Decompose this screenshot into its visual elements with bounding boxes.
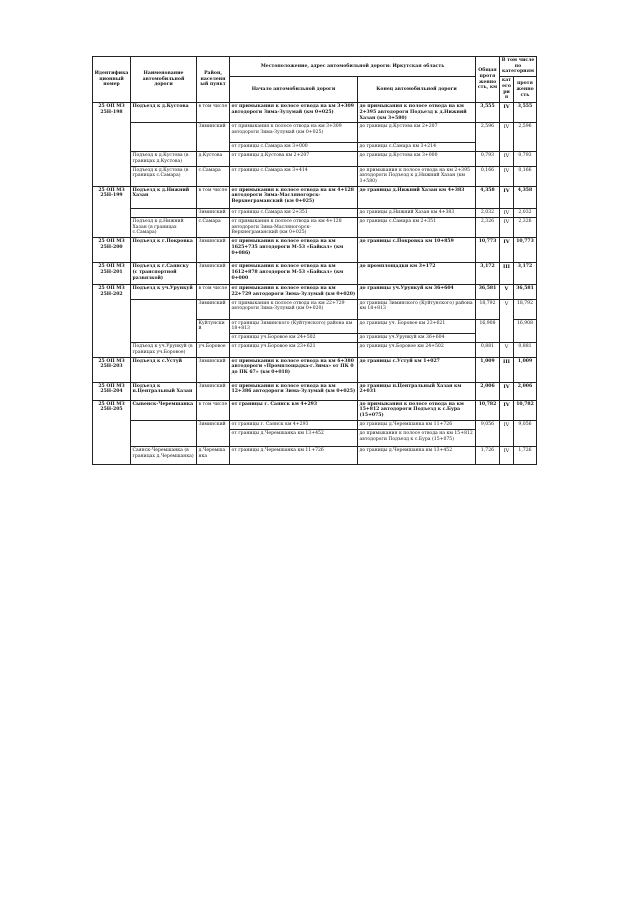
road-start: от границы с.Самара км 3+000 bbox=[230, 143, 358, 152]
district: в том числе bbox=[197, 400, 230, 420]
category: IV bbox=[500, 166, 514, 186]
road-end: до границы д.Черемшанка км 13+452 bbox=[358, 446, 476, 464]
district: д.Кустова bbox=[197, 152, 230, 166]
table-row bbox=[93, 357, 537, 382]
total-length: 0,793 bbox=[476, 152, 500, 166]
road-end: до промплощадки км 3+172 bbox=[358, 263, 476, 285]
road-start: от границы уч.Боровое км 24+502 bbox=[230, 334, 358, 343]
total-length: 4,358 bbox=[476, 186, 500, 208]
road-start: от границы с.Самара км 3+414 bbox=[230, 166, 358, 186]
category-length: 2,596 bbox=[514, 123, 537, 152]
district: уч.Боровое bbox=[197, 343, 230, 357]
table-row bbox=[93, 343, 537, 357]
table-row bbox=[93, 152, 537, 166]
total-length: 2,006 bbox=[476, 382, 500, 400]
category: III bbox=[500, 357, 514, 382]
category-length: 16,908 bbox=[514, 319, 537, 342]
road-registry-table bbox=[92, 56, 537, 465]
road-name bbox=[131, 208, 197, 217]
table-body bbox=[93, 103, 537, 465]
category: IV bbox=[500, 103, 514, 123]
table-row bbox=[93, 208, 537, 217]
road-end: до границы с.Самара км 2+351 bbox=[358, 218, 476, 238]
category-length: 4,358 bbox=[514, 186, 537, 208]
category-length: 36,581 bbox=[514, 285, 537, 299]
table-header bbox=[93, 57, 537, 103]
category: IV bbox=[500, 208, 514, 217]
category: V bbox=[500, 299, 514, 342]
total-length: 18,792 bbox=[476, 299, 500, 319]
road-id: 25 ОП МЗ 25Н-204 bbox=[93, 382, 131, 400]
total-length: 1,009 bbox=[476, 357, 500, 382]
road-end: до границы уч.Боровое км 24+502 bbox=[358, 343, 476, 357]
table-row bbox=[93, 123, 537, 143]
road-name: Подъезд к с.Устуй bbox=[131, 357, 197, 382]
category-length: 9,056 bbox=[514, 420, 537, 446]
district: Зиминский bbox=[197, 299, 230, 319]
road-start: от примыкания к полосе отвода на км 12+386 автодороги Зима-Зулумай (км 0+025) bbox=[230, 382, 358, 400]
road-id: 25 ОП МЗ 25Н-199 bbox=[93, 186, 131, 237]
total-length: 10,782 bbox=[476, 400, 500, 420]
category: IV bbox=[500, 152, 514, 166]
road-id: 25 ОП МЗ 25Н-198 bbox=[93, 103, 131, 187]
road-end: до границы уч.Урункуй км 36+604 bbox=[358, 334, 476, 343]
category-length: 3,555 bbox=[514, 103, 537, 123]
total-length: 2,596 bbox=[476, 123, 500, 152]
header-id: Идентифика ционный номер bbox=[93, 57, 131, 103]
road-name: Подъезд к п.Центральный Хазан bbox=[131, 382, 197, 400]
table-row bbox=[93, 218, 537, 238]
table-row bbox=[93, 166, 537, 186]
total-length: 3,172 bbox=[476, 263, 500, 285]
table-row bbox=[93, 299, 537, 319]
road-start: от примыкания к полосе отвода на км 1625+735 автодороги М-53 «Байкал» (км 0+086) bbox=[230, 238, 358, 263]
road-name: Подъезд к г.Покровка bbox=[131, 238, 197, 263]
road-end: до границы д.Нижний Хазан км 4+383 bbox=[358, 208, 476, 217]
total-length: 10,773 bbox=[476, 238, 500, 263]
category-length: 0,881 bbox=[514, 343, 537, 357]
header-total-length: Общая протяженно сть, км bbox=[476, 57, 500, 103]
road-end: до примыкания к полосе отвода на км 2+395 автодороги Подъезд к д.Нижний Хазан (км 3+580) bbox=[358, 103, 476, 123]
road-start: от границы д.Черемшанка км 11+726 bbox=[230, 446, 358, 464]
total-length: 0,881 bbox=[476, 343, 500, 357]
road-name: Саянск-Черемшанка (в границах д.Черемшанка) bbox=[131, 446, 197, 464]
road-start: от границы г. Саянск км 4+293 bbox=[230, 400, 358, 420]
district: Куйтунский bbox=[197, 319, 230, 342]
road-start: от примыкания к полосе отвода на км 3+309 автодороги Зима-Зулумай (км 0+025) bbox=[230, 103, 358, 123]
road-id: 25 ОП МЗ 25Н-202 bbox=[93, 285, 131, 357]
total-length: 2,032 bbox=[476, 208, 500, 217]
category-length: 2,006 bbox=[514, 382, 537, 400]
road-id: 25 ОП МЗ 25Н-203 bbox=[93, 357, 131, 382]
table-row bbox=[93, 446, 537, 464]
road-end: до границы д.Кустова км 3+000 bbox=[358, 152, 476, 166]
road-end: до границы д.Кустова км 2+207 bbox=[358, 123, 476, 143]
road-end: до границы с.Самара км 3+214 bbox=[358, 143, 476, 152]
road-id: 25 ОП МЗ 25Н-201 bbox=[93, 263, 131, 285]
table-row bbox=[93, 285, 537, 299]
table-row bbox=[93, 263, 537, 285]
road-start: от границы с.Самара км 2+351 bbox=[230, 208, 358, 217]
header-category-length: протяженно сть bbox=[514, 77, 537, 103]
road-name: Подъезд к д.Нижний Хазан bbox=[131, 186, 197, 208]
total-length: 0,166 bbox=[476, 166, 500, 186]
district: в том числе bbox=[197, 186, 230, 208]
category-length: 10,782 bbox=[514, 400, 537, 420]
road-end: до границы уч.Урункуй км 36+604 bbox=[358, 285, 476, 299]
category: IV bbox=[500, 400, 514, 420]
district: Зиминский bbox=[197, 382, 230, 400]
district: д.Черемшанка bbox=[197, 446, 230, 464]
road-start: от границы г. Саянск км 4+293 bbox=[230, 420, 358, 429]
total-length: 3,555 bbox=[476, 103, 500, 123]
road-end: до примыкания к полосе отвода на км 15+812 автодороги Подъезд к с.Бура (15+075) bbox=[358, 400, 476, 420]
category-length: 3,172 bbox=[514, 263, 537, 285]
road-name: Подъезд к д.Кустова (в границах с.Самара) bbox=[131, 166, 197, 186]
table-row bbox=[93, 186, 537, 208]
road-name: Подъезд к уч.Урункуй bbox=[131, 285, 197, 299]
road-name bbox=[131, 420, 197, 446]
registry-sheet bbox=[92, 56, 536, 465]
road-name: Подъезд к уч.Урункуй (в границах уч.Боровое) bbox=[131, 343, 197, 357]
road-name: Подъезд к г.Саянску (с транспортной развязкой) bbox=[131, 263, 197, 285]
category-length: 1,009 bbox=[514, 357, 537, 382]
road-start: от примыкания к полосе отвода на км 1612+878 автодороги М-53 «Байкал» (км 0+000 bbox=[230, 263, 358, 285]
road-end: до границы с.Устуй км 1+027 bbox=[358, 357, 476, 382]
road-end: до примыкания к полосе отвода на км 15+812 автодороги Подъезд к с.Бура (15+075) bbox=[358, 429, 476, 446]
category: IV bbox=[500, 420, 514, 446]
category-length: 1,726 bbox=[514, 446, 537, 464]
category-length: 18,792 bbox=[514, 299, 537, 319]
category: IV bbox=[500, 218, 514, 238]
district: Зиминский bbox=[197, 263, 230, 285]
road-end: до границы д.Нижний Хазан км 4+383 bbox=[358, 186, 476, 208]
category: III bbox=[500, 263, 514, 285]
road-name: Подъезд к д.Кустова bbox=[131, 103, 197, 123]
category-length: 0,166 bbox=[514, 166, 537, 186]
road-start: от примыкания к полосе отвода на км 4+128 автодороги Зима-Масляногорск-Верхнеграманский (км 0+025) bbox=[230, 218, 358, 238]
road-start: от границы Зиминского (Куйтунского) района км 18+813 bbox=[230, 319, 358, 333]
road-start: от примыкания к полосе отвода на км 6+380 автодороги «Промплощадка-г.Зима» от ПК 0 до ПК 67» (км 0+018) bbox=[230, 357, 358, 382]
table-row bbox=[93, 382, 537, 400]
category: IV bbox=[500, 238, 514, 263]
category: V bbox=[500, 343, 514, 357]
road-end: до границы Зиминского (Куйтунского) района км 18+813 bbox=[358, 299, 476, 319]
road-name bbox=[131, 123, 197, 152]
district: Зиминский bbox=[197, 208, 230, 217]
road-start: от примыкания к полосе отвода на км 3+309 автодороги Зима-Зулумай (км 0+025) bbox=[230, 123, 358, 143]
road-end: до границы д.Черемшанка км 11+726 bbox=[358, 420, 476, 429]
road-start: от границы д.Черемшанка км 13+452 bbox=[230, 429, 358, 446]
road-end: до границы п.Центральный Хазан км 2+031 bbox=[358, 382, 476, 400]
total-length: 9,056 bbox=[476, 420, 500, 446]
total-length: 1,726 bbox=[476, 446, 500, 464]
road-end: до границы уч. Боровое км 23+621 bbox=[358, 319, 476, 333]
road-name: Подъезд к д.Кустова (в границах д.Кустова) bbox=[131, 152, 197, 166]
road-start: от границы уч.Боровое км 23+621 bbox=[230, 343, 358, 357]
table-row bbox=[93, 238, 537, 263]
road-id: 25 ОП МЗ 25Н-200 bbox=[93, 238, 131, 263]
road-start: от границы д.Кустова км 2+207 bbox=[230, 152, 358, 166]
header-road-end: Конец автомобильной дороги bbox=[358, 77, 476, 103]
road-name: Сывенск-Черемшанка bbox=[131, 400, 197, 420]
category-length: 0,793 bbox=[514, 152, 537, 166]
category: IV bbox=[500, 382, 514, 400]
header-location: Местоположение, адрес автомобильной дороги: Иркутская область bbox=[230, 57, 476, 77]
road-id: 25 ОП МЗ 25Н-205 bbox=[93, 400, 131, 464]
total-length: 2,326 bbox=[476, 218, 500, 238]
road-end: до границы с.Покровка км 10+859 bbox=[358, 238, 476, 263]
table-row bbox=[93, 420, 537, 429]
road-name: Подъезд к д.Нижний Хазан (в границах с.Самара) bbox=[131, 218, 197, 238]
table-row bbox=[93, 103, 537, 123]
road-start: от примыкания к полосе отвода на км 22+729 автодороги Зима-Зулумай (км 0+020) bbox=[230, 285, 358, 299]
category: IV bbox=[500, 186, 514, 208]
category-length: 2,326 bbox=[514, 218, 537, 238]
road-start: от примыкания к полосе отвода на км 4+128 автодороги Зима-Масляногорск-Верхнеграманский (км 0+025) bbox=[230, 186, 358, 208]
road-end: до примыкания к полосе отвода на км 2+395 автодороги Подъезд к д.Нижний Хазан (км 3+580) bbox=[358, 166, 476, 186]
total-length: 16,908 bbox=[476, 319, 500, 342]
header-road-name: Наименование автомобильной дороги bbox=[131, 57, 197, 103]
district: Зиминский bbox=[197, 357, 230, 382]
district: Зиминский bbox=[197, 238, 230, 263]
category: IV bbox=[500, 123, 514, 152]
district: Зиминский bbox=[197, 123, 230, 152]
category: IV bbox=[500, 446, 514, 464]
district: в том числе bbox=[197, 285, 230, 299]
road-name bbox=[131, 299, 197, 342]
header-district: Район, населенный пункт bbox=[197, 57, 230, 103]
district: с.Самара bbox=[197, 218, 230, 238]
category-length: 10,773 bbox=[514, 238, 537, 263]
road-start: от примыкания к полосе отвода на км 22+729 автодороги Зима-Зулумай (км 0+020) bbox=[230, 299, 358, 319]
header-road-start: Начало автомобильной дороги bbox=[230, 77, 358, 103]
header-including: В том числе по категориям bbox=[500, 57, 537, 77]
table-row bbox=[93, 400, 537, 420]
category-length: 2,032 bbox=[514, 208, 537, 217]
district: с.Самара bbox=[197, 166, 230, 186]
category: V bbox=[500, 285, 514, 299]
header-category: категори я bbox=[500, 77, 514, 103]
district: в том числе bbox=[197, 103, 230, 123]
district: Зиминский bbox=[197, 420, 230, 446]
total-length: 36,581 bbox=[476, 285, 500, 299]
